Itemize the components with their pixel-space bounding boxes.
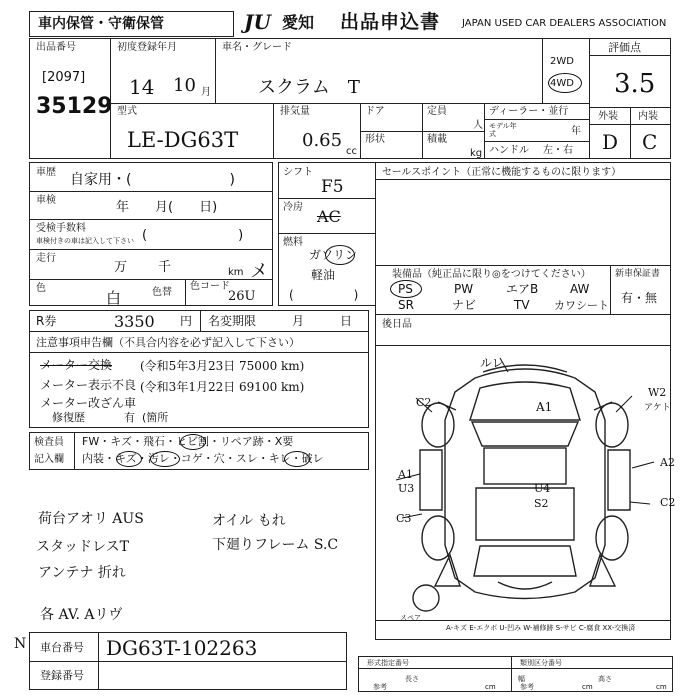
class-table-label: 類別区分番号 bbox=[520, 659, 562, 667]
car-name-cell bbox=[215, 38, 543, 104]
month-unit: 月 bbox=[201, 87, 211, 98]
ac-label: 冷房 bbox=[283, 202, 303, 213]
history-block bbox=[29, 162, 273, 306]
shape-table bbox=[358, 656, 512, 692]
storage-label: 車内保管・守衛保管 bbox=[38, 16, 164, 32]
diagram-c2-right: C2 bbox=[660, 496, 676, 509]
door-shape-cell bbox=[360, 103, 423, 159]
class-table-width: 幅 bbox=[518, 675, 525, 683]
door-divider bbox=[361, 131, 422, 132]
score-cell bbox=[589, 38, 671, 108]
capacity-label: 定員 bbox=[427, 106, 447, 117]
fuel-label: 燃料 bbox=[283, 237, 303, 248]
diagram-a1-left: A1 bbox=[398, 468, 413, 481]
inspection-fields: 年 月( 日) bbox=[116, 200, 218, 215]
entry-label: 記入欄 bbox=[34, 454, 64, 465]
chassis-value: DG63T-102263 bbox=[106, 636, 258, 660]
history-value: 自家用・( ) bbox=[70, 172, 235, 188]
class-table-height: 高さ bbox=[598, 675, 612, 683]
mark-sure-circle bbox=[284, 451, 310, 467]
car-name-value: スクラム T bbox=[258, 77, 360, 98]
diagram-center-1: U4 bbox=[534, 482, 551, 495]
handle-label: ハンドル bbox=[489, 145, 529, 156]
type-label: 型式 bbox=[117, 106, 137, 117]
shape-table-unit: cm bbox=[485, 683, 496, 691]
fuel-paren: ( ) bbox=[289, 288, 359, 302]
chassis-label: 車台番号 bbox=[40, 641, 84, 654]
interior-label: 内装 bbox=[638, 111, 658, 122]
shape-label: 形状 bbox=[365, 134, 385, 145]
chassis-hdivider bbox=[30, 661, 346, 662]
spare-label: スペア bbox=[400, 614, 421, 622]
after-market-divider bbox=[376, 345, 670, 346]
mark-tobi-circle bbox=[180, 434, 206, 450]
remark-4: 下廻りフレーム S.C bbox=[212, 537, 339, 553]
condition-divider bbox=[630, 108, 631, 158]
association-name: JAPAN USED CAR DEALERS ASSOCIATION bbox=[462, 18, 667, 29]
inspector-row2: 内装・キズ・汚レ・コゲ・穴・スレ・キレ・破レ bbox=[82, 452, 324, 465]
reg-num-label: 登録番号 bbox=[40, 669, 84, 682]
shape-table-ref: 参考 bbox=[373, 683, 387, 691]
color-code-value: 26U bbox=[228, 289, 256, 304]
drive-cell bbox=[542, 38, 590, 104]
note-line1-right: (令和5年3月23日 75000 km) bbox=[140, 359, 305, 373]
sales-point-divider bbox=[376, 179, 670, 180]
note-line1-left: メーター交換 bbox=[40, 358, 113, 372]
recycle-unit: 円 bbox=[180, 314, 193, 328]
equipment-block bbox=[375, 265, 611, 315]
fuel-gas-circle bbox=[325, 245, 355, 265]
exterior-label: 外装 bbox=[598, 111, 618, 122]
repair-label: 修復歴 bbox=[52, 411, 85, 424]
color-code-label: 色コード bbox=[190, 281, 230, 292]
load-label: 積載 bbox=[427, 134, 447, 145]
registration-month: 10 bbox=[173, 75, 196, 96]
recycle-divider bbox=[200, 311, 201, 331]
displacement-label: 排気量 bbox=[280, 106, 310, 117]
after-market-label: 後日品 bbox=[382, 319, 412, 330]
inspector-label: 検査員 bbox=[34, 437, 64, 448]
sales-point-block bbox=[375, 162, 671, 266]
registration-year: 14 bbox=[129, 75, 155, 99]
handle-divider bbox=[485, 141, 589, 142]
receipt-paren: ( ) bbox=[142, 228, 244, 243]
equip-tv: TV bbox=[514, 298, 530, 312]
type-cell bbox=[110, 103, 274, 159]
warranty-block bbox=[610, 265, 671, 315]
year-unit: 年 bbox=[571, 126, 581, 137]
diagram-u3-left: U3 bbox=[398, 482, 415, 495]
warranty-options: 有・無 bbox=[621, 291, 658, 305]
equip-pw: PW bbox=[454, 282, 474, 296]
fuel-diesel: 軽油 bbox=[311, 268, 336, 282]
condition-hdivider bbox=[590, 124, 670, 125]
car-name-label: 車名・グレード bbox=[222, 42, 292, 53]
history-divider-1 bbox=[30, 191, 272, 192]
equipment-label: 装備品（純正品に限り◎をつけてください） bbox=[392, 269, 591, 280]
shape-table-length: 長さ bbox=[405, 675, 419, 683]
mileage-unit: km bbox=[228, 267, 244, 278]
class-table-divider bbox=[512, 668, 672, 669]
capacity-divider bbox=[423, 131, 484, 132]
diagram-w2: W2 bbox=[648, 386, 667, 399]
handle-options: 左・右 bbox=[543, 145, 573, 156]
mark-yogore-circle bbox=[150, 451, 180, 467]
interior-value: C bbox=[642, 130, 658, 154]
ac-value: AC bbox=[317, 207, 341, 226]
equip-navi: ナビ bbox=[452, 298, 477, 312]
class-table-ref: 参考 bbox=[520, 683, 534, 691]
registration-cell bbox=[110, 38, 216, 104]
org-logo bbox=[244, 11, 271, 33]
displacement-cell bbox=[273, 103, 361, 159]
diagram-top-label: ルレ bbox=[480, 356, 504, 370]
diagram-a2-right: A2 bbox=[660, 456, 675, 469]
recycle-block bbox=[29, 310, 369, 332]
recycle-label: R券 bbox=[36, 314, 57, 328]
mileage-sen: 千 bbox=[158, 260, 172, 275]
note-line3-left: メーター改ざん車 bbox=[40, 396, 137, 410]
score-value: 3.5 bbox=[614, 69, 656, 99]
history-label: 車歴 bbox=[36, 167, 56, 178]
dealer-divider bbox=[485, 119, 589, 120]
storage-label-box bbox=[29, 11, 234, 37]
mileage-label: 走行 bbox=[36, 253, 56, 264]
fuel-gas: ガソリン bbox=[309, 248, 358, 262]
repair-value: 有 bbox=[124, 411, 135, 424]
equip-ps-circle bbox=[390, 280, 422, 298]
equip-ps: PS bbox=[398, 282, 413, 296]
remark-2: オイル もれ bbox=[212, 513, 286, 529]
sales-point-label: セールスポイント（正常に機能するものに限ります） bbox=[382, 167, 622, 178]
type-value: LE-DG63T bbox=[127, 128, 239, 152]
lot-number-cell bbox=[29, 38, 111, 159]
door-label: ドア bbox=[365, 106, 385, 117]
lot-label: 出品番号 bbox=[36, 42, 76, 53]
lot-sub-number: [2097] bbox=[42, 70, 86, 85]
receipt-note: 車検付きの車は記入して下さい bbox=[36, 237, 134, 245]
equip-leather-seat: カワシート bbox=[554, 299, 609, 312]
dealer-label: ディーラー・並行 bbox=[489, 106, 569, 117]
deadline-label: 名変期限 bbox=[208, 314, 257, 328]
condition-cell bbox=[589, 107, 671, 159]
mark-kizu-circle bbox=[116, 451, 142, 467]
warranty-label: 新車保証書 bbox=[615, 269, 661, 279]
note-line2-right: (令和3年1月22日 69100 km) bbox=[140, 380, 305, 394]
equip-aw: AW bbox=[570, 282, 590, 296]
lot-number: 35129 bbox=[36, 94, 113, 119]
shape-table-divider bbox=[359, 668, 511, 669]
remark-5: アンテナ 折れ bbox=[38, 565, 126, 581]
inspection-label: 車検 bbox=[36, 195, 56, 206]
shift-label: シフト bbox=[283, 167, 313, 178]
recycle-value: 3350 bbox=[114, 312, 155, 331]
receipt-label: 受検手数料 bbox=[36, 223, 86, 234]
notes-divider bbox=[30, 352, 368, 353]
diagram-legend: A-キズ E-エクボ U-凹み W-補修跡 S-サビ C-腐食 XX-交換済 bbox=[446, 624, 636, 632]
color-label: 色 bbox=[36, 283, 46, 294]
dealer-cell bbox=[484, 103, 590, 159]
diagram-c2-left: C2 bbox=[416, 396, 432, 409]
diagram-c3-left: C3 bbox=[396, 512, 412, 525]
shift-value: F5 bbox=[321, 177, 344, 197]
mileage-man: 万 bbox=[114, 260, 128, 275]
notes-label: 注意事項申告欄（不具合内容を必ず記入して下さい） bbox=[36, 336, 300, 349]
deadline-fields: 月 日 bbox=[292, 314, 353, 328]
equip-airbag: エアB bbox=[506, 282, 539, 296]
capacity-cell bbox=[422, 103, 485, 159]
drive-4wd: 4WD bbox=[550, 78, 574, 89]
org-name: 愛知 bbox=[282, 13, 315, 32]
capacity-unit: 人 bbox=[473, 120, 483, 131]
repair-place: (箇所 bbox=[142, 411, 169, 424]
load-unit: kg bbox=[470, 148, 483, 159]
remark-1: 荷台アオリ AUS bbox=[38, 511, 144, 527]
diagram-a1-center: A1 bbox=[536, 400, 553, 414]
diagram-w2-sub: アケト bbox=[644, 403, 671, 413]
mileage-mark: メ bbox=[250, 261, 268, 282]
color-change-label: 色替 bbox=[152, 287, 172, 298]
model-year-label: モデル年式 bbox=[489, 122, 517, 138]
class-table-unit-1: cm bbox=[582, 683, 593, 691]
displacement-unit: cc bbox=[346, 146, 357, 157]
note-line2-left: メーター表示不良 bbox=[40, 378, 137, 392]
exterior-value: D bbox=[602, 130, 619, 154]
remark-3: スタッドレスT bbox=[36, 539, 129, 555]
inspector-block bbox=[29, 432, 369, 470]
inspector-divider bbox=[74, 433, 75, 469]
car-damage-diagram bbox=[380, 350, 670, 620]
shift-fuel-block bbox=[278, 162, 376, 306]
score-label: 評価点 bbox=[608, 41, 641, 54]
ac-divider bbox=[279, 233, 375, 234]
score-divider bbox=[590, 55, 670, 56]
side-mark: N bbox=[14, 636, 27, 652]
color-divider bbox=[185, 279, 186, 305]
history-divider-2 bbox=[30, 219, 272, 220]
drive-2wd: 2WD bbox=[550, 56, 574, 67]
chassis-block bbox=[29, 632, 347, 690]
shape-table-label: 形式指定番号 bbox=[367, 659, 409, 667]
diagram-center-2: S2 bbox=[534, 497, 549, 510]
class-table-unit-2: cm bbox=[656, 683, 667, 691]
registration-label: 初度登録年月 bbox=[117, 42, 177, 53]
history-divider-4 bbox=[30, 279, 272, 280]
history-divider-3 bbox=[30, 249, 272, 250]
displacement-value: 0.65 bbox=[302, 130, 343, 151]
shift-divider bbox=[279, 198, 375, 199]
equip-sr: SR bbox=[398, 298, 414, 312]
remark-6: 各 AV. Aリヴ bbox=[40, 607, 123, 623]
org-logo-text: JU bbox=[244, 10, 271, 34]
form-title: 出品申込書 bbox=[340, 11, 441, 33]
color-value: 白 bbox=[106, 289, 122, 307]
class-table bbox=[511, 656, 673, 692]
notes-block bbox=[29, 331, 369, 428]
inspector-row1: FW・キズ・飛石・ヒビ割・リペア跡・X要 bbox=[82, 435, 294, 448]
